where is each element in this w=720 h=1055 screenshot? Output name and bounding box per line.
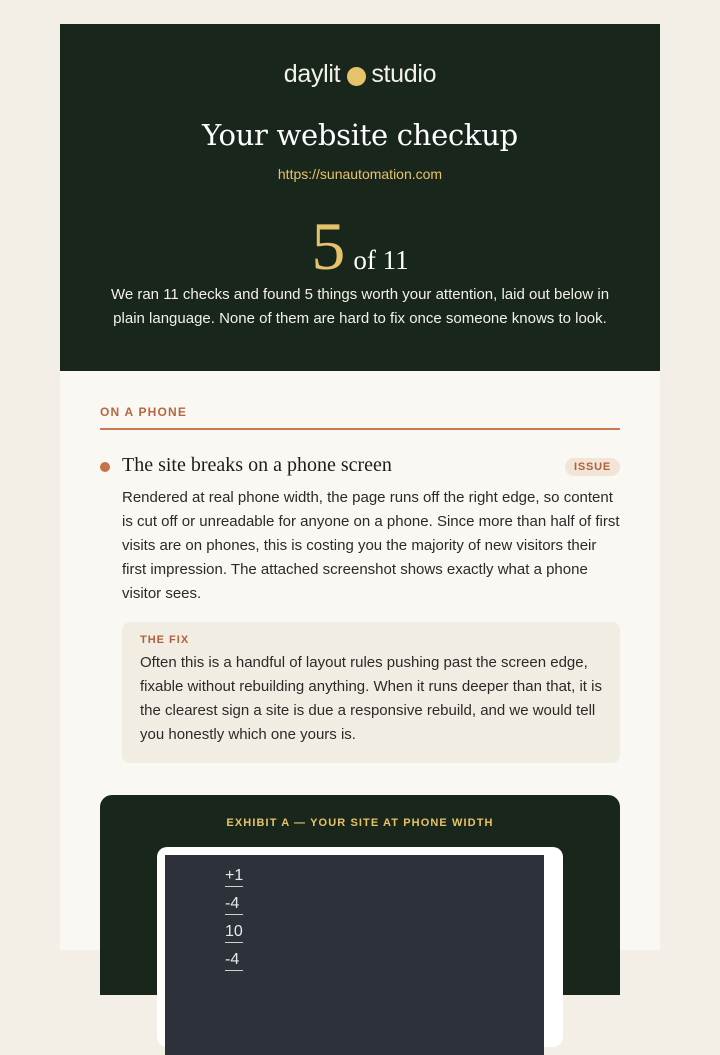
section-on-a-phone	[60, 405, 660, 995]
phone-frame	[157, 847, 563, 1047]
page-title: Your website checkup	[202, 118, 518, 152]
phone-screenshot	[165, 855, 544, 1055]
screenshot-value: +1	[225, 867, 243, 887]
issue-header	[100, 452, 620, 478]
exhibit-label: EXHIBIT A — YOUR SITE AT PHONE WIDTH	[226, 817, 494, 829]
section-label: ON A PHONE	[100, 405, 620, 430]
screenshot-value: -4	[225, 951, 243, 971]
brand-name-left: daylit	[283, 60, 341, 88]
fix-description: Often this is a handful of layout rules pushing past the screen edge, fixable without rebuilding anything. When it runs deeper than that, it is the clearest sign a site is due a responsive rebuild, and we would tell you honestly which one yours is.	[140, 654, 602, 743]
report-card	[60, 24, 660, 968]
score-total: of 11	[353, 245, 409, 275]
intro-text: We ran 11 checks and found 5 things worth your attention, laid out below in plain language. None of them are hard to fix once someone knows to look.	[110, 286, 610, 327]
issue-badge: ISSUE	[565, 458, 620, 476]
fix-box	[122, 622, 620, 763]
hero-header	[60, 24, 660, 371]
brand-logo[interactable]	[60, 60, 660, 89]
issue-description: Rendered at real phone width, the page runs off the right edge, so content is cut off or unreadable for anyone on a phone. Since more than half of first visits are on phones, this is costing you the majority of new visitors their first impression. The attached screenshot shows exactly what a phone visitor sees.	[122, 489, 620, 602]
issue-bullet-icon	[100, 462, 110, 472]
screenshot-content-list	[225, 867, 243, 979]
score-value: 5	[311, 208, 346, 284]
screenshot-value: -4	[225, 895, 243, 915]
issue-title: The site breaks on a phone screen	[122, 454, 392, 476]
site-url[interactable]: https://sunautomation.com	[277, 166, 443, 182]
score-summary	[60, 208, 660, 284]
brand-name-right: studio	[371, 60, 437, 88]
screenshot-value: 10	[225, 923, 243, 943]
sun-dot-icon	[347, 67, 366, 86]
fix-label: THE FIX	[140, 634, 190, 646]
exhibit-panel	[100, 795, 620, 995]
